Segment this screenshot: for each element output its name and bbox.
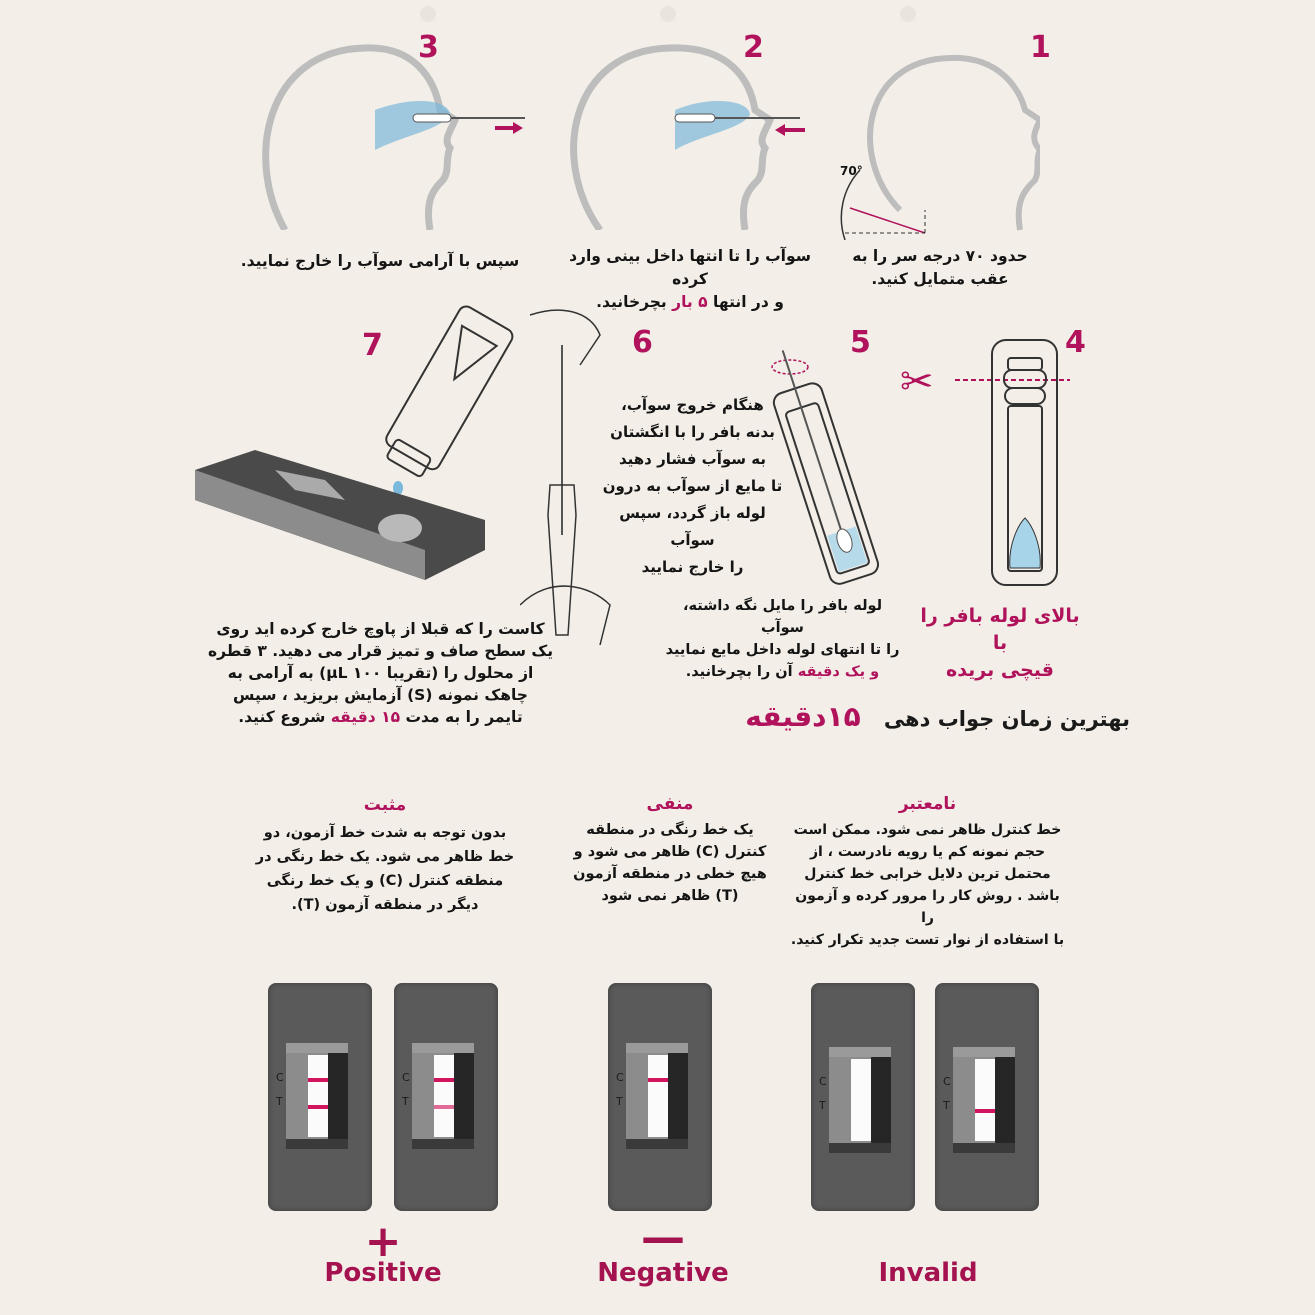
highlight: ۵ بار: [672, 293, 708, 311]
swab-remove-illustration: [255, 40, 535, 230]
angle-label: 70°: [840, 164, 863, 178]
negative-title: منفی: [646, 794, 694, 814]
test-line: [434, 1105, 454, 1109]
plus-icon: +: [364, 1216, 402, 1267]
step-3-text: سپس با آرامی سوآب را خارج نمایید.: [240, 252, 520, 270]
cassette-invalid-test-only: C T: [935, 983, 1039, 1211]
invalid-title: نامعتبر: [898, 794, 957, 814]
step-number: 6: [632, 325, 653, 360]
punch-hole: [660, 6, 676, 22]
invalid-description: نامعتبر خط کنترل ظاهر نمی شود. ممکن است حجم نمونه کم یا رویه نادرست ، از محتمل ترین دلایل خرابی خط کنترل باشد . روش کار را مرور کرده و آزمون را با استفاده از نوار تست جدید تکرار کنید.: [790, 794, 1065, 948]
punch-hole: [420, 6, 436, 22]
best-time-value: ۱۵دقیقه: [745, 700, 861, 733]
best-time-label: بهترین زمان جواب دهی: [883, 707, 1130, 731]
minus-icon: —: [641, 1212, 685, 1263]
step-5-text: لوله بافر را مایل نگه داشته، سوآب را تا انتهای لوله داخل مایع نمایید و یک دقیقه آن را بچرخانید.: [665, 598, 900, 680]
step-number: 2: [743, 30, 764, 65]
scissors-icon: ✂: [900, 359, 934, 405]
best-time-banner: [680, 700, 1130, 733]
step-number: 1: [1030, 30, 1051, 65]
step-4-text: بالای لوله بافر را با قیچی بریده: [920, 605, 1080, 681]
test-line: [975, 1109, 995, 1113]
positive-label: Positive: [324, 1258, 442, 1288]
swab-insert-illustration: [560, 40, 810, 230]
dropping-sample-illustration: [185, 300, 515, 590]
step-2-text: سوآب را تا انتها داخل بینی وارد کرده و در انتها ۵ بار بچرخانید.: [569, 247, 811, 311]
invalid-label: Invalid: [878, 1258, 978, 1288]
negative-description: منفی یک خط رنگی در منطقه کنترل (C) ظاهر می شود و هیچ خطی در منطقه آزمون (T) ظاهر نمی شود: [555, 793, 785, 907]
positive-title: مثبت: [363, 795, 407, 815]
head-tilt-illustration: [840, 40, 1040, 240]
step-6-text: هنگام خروج سوآب، بدنه بافر را با انگشتان به سوآب فشار دهید تا مایع از سوآب به درون لوله باز گردد، سپس سوآب را خارج نمایید: [602, 396, 783, 576]
step-1-text: حدود ۷۰ درجه سر را به عقب متمایل کنید.: [852, 247, 1028, 288]
step-number: 7: [362, 328, 383, 363]
highlight: و یک دقیقه: [797, 664, 880, 680]
cassette-positive-faint: C T: [394, 983, 498, 1211]
buffer-tube-cut-illustration: [900, 330, 1080, 590]
control-line: [648, 1078, 668, 1082]
step-number: 3: [418, 30, 439, 65]
test-line: [308, 1105, 328, 1109]
punch-hole: [900, 6, 916, 22]
cassette-invalid-none: C T: [811, 983, 915, 1211]
negative-label: Negative: [597, 1258, 729, 1288]
step-7-text: کاست را که قبلا از پاوچ خارج کرده اید روی یک سطح صاف و تمیز قرار می دهید. ۳ قطره از محلول را (تقریبا ۱۰۰ µL) به آرامی به چاهک نمونه (S) آزمایش بریزید ، سپس تایمر را به مدت ۱۵ دقیقه شروع کنید.: [207, 620, 554, 726]
cassette-negative: C T: [608, 983, 712, 1211]
step-number: 4: [1065, 325, 1086, 360]
control-line: [434, 1078, 454, 1082]
step-number: 5: [850, 325, 871, 360]
cassette-positive-strong: C T: [268, 983, 372, 1211]
highlight: ۱۵ دقیقه: [330, 708, 401, 726]
control-line: [308, 1078, 328, 1082]
positive-description: مثبت بدون توجه به شدت خط آزمون، دو خط ظاهر می شود. یک خط رنگی در منطقه کنترل (C) و یک خط رنگی دیگر در منطقه آزمون (T).: [235, 793, 535, 917]
